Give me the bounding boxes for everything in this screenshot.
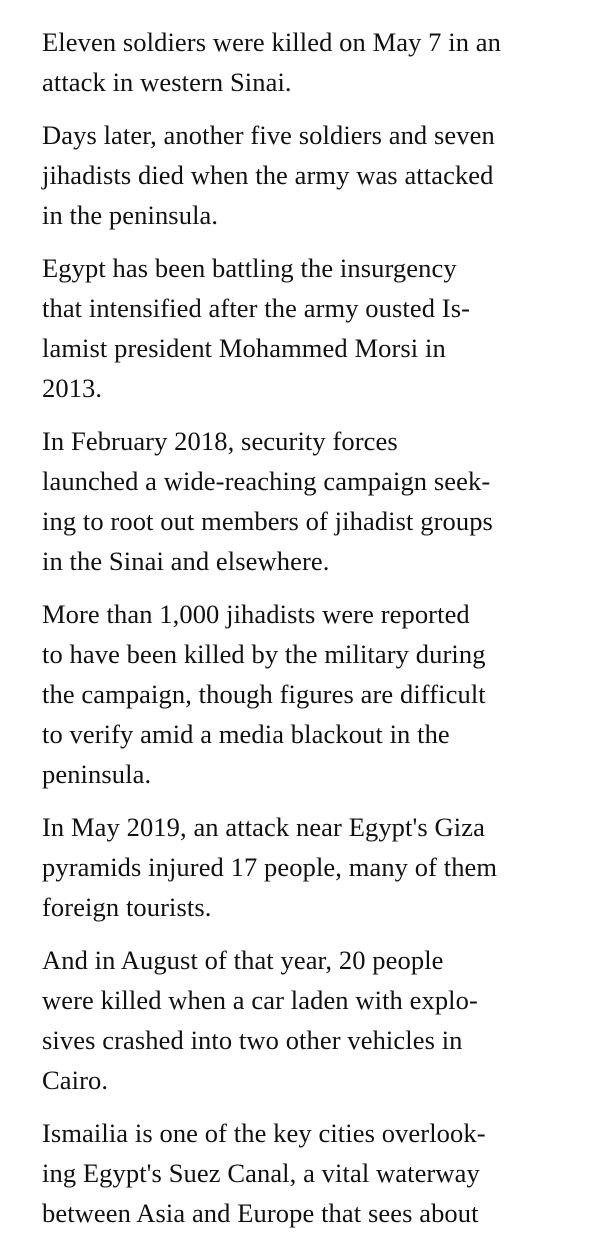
paragraph — [42, 1113, 572, 1233]
text-line: attack in western Sinai. — [42, 67, 292, 97]
paragraph — [42, 421, 572, 581]
text-line: foreign tourists. — [42, 892, 212, 922]
text-line: Days later, another five soldiers and seven — [42, 120, 495, 150]
text-line: were killed when a car laden with explo- — [42, 985, 478, 1015]
text-line: Eleven soldiers were killed on May 7 in an — [42, 27, 501, 57]
article-body — [42, 22, 572, 1246]
text-line: in the Sinai and elsewhere. — [42, 546, 330, 576]
text-line: More than 1,000 jihadists were reported — [42, 599, 470, 629]
paragraph — [42, 594, 572, 794]
text-line: In February 2018, security forces — [42, 426, 398, 456]
text-line: 2013. — [42, 373, 103, 403]
text-line: ing Egypt's Suez Canal, a vital waterway — [42, 1158, 480, 1188]
paragraph — [42, 115, 572, 235]
text-line: to have been killed by the military during — [42, 639, 486, 669]
text-line: In May 2019, an attack near Egypt's Giza — [42, 812, 485, 842]
text-line: Ismailia is one of the key cities overlook- — [42, 1118, 486, 1148]
paragraph — [42, 22, 572, 102]
text-line: jihadists died when the army was attacked — [42, 160, 494, 190]
paragraph — [42, 807, 572, 927]
text-line: sives crashed into two other vehicles in — [42, 1025, 463, 1055]
text-line: in the peninsula. — [42, 200, 219, 230]
text-line: launched a wide-reaching campaign seek- — [42, 466, 491, 496]
text-line: Cairo. — [42, 1065, 109, 1095]
text-line: ing to root out members of jihadist groups — [42, 506, 493, 536]
text-line: peninsula. — [42, 759, 152, 789]
text-line: pyramids injured 17 people, many of them — [42, 852, 498, 882]
text-line: Egypt has been battling the insurgency — [42, 253, 457, 283]
text-line: between Asia and Europe that sees about — [42, 1198, 479, 1228]
text-line: lamist president Mohammed Morsi in — [42, 333, 446, 363]
paragraph — [42, 248, 572, 408]
text-line: to verify amid a media blackout in the — [42, 719, 450, 749]
text-line: that intensified after the army ousted Is- — [42, 293, 471, 323]
paragraph — [42, 940, 572, 1100]
text-line: And in August of that year, 20 people — [42, 945, 444, 975]
text-line: the campaign, though figures are difficult — [42, 679, 486, 709]
